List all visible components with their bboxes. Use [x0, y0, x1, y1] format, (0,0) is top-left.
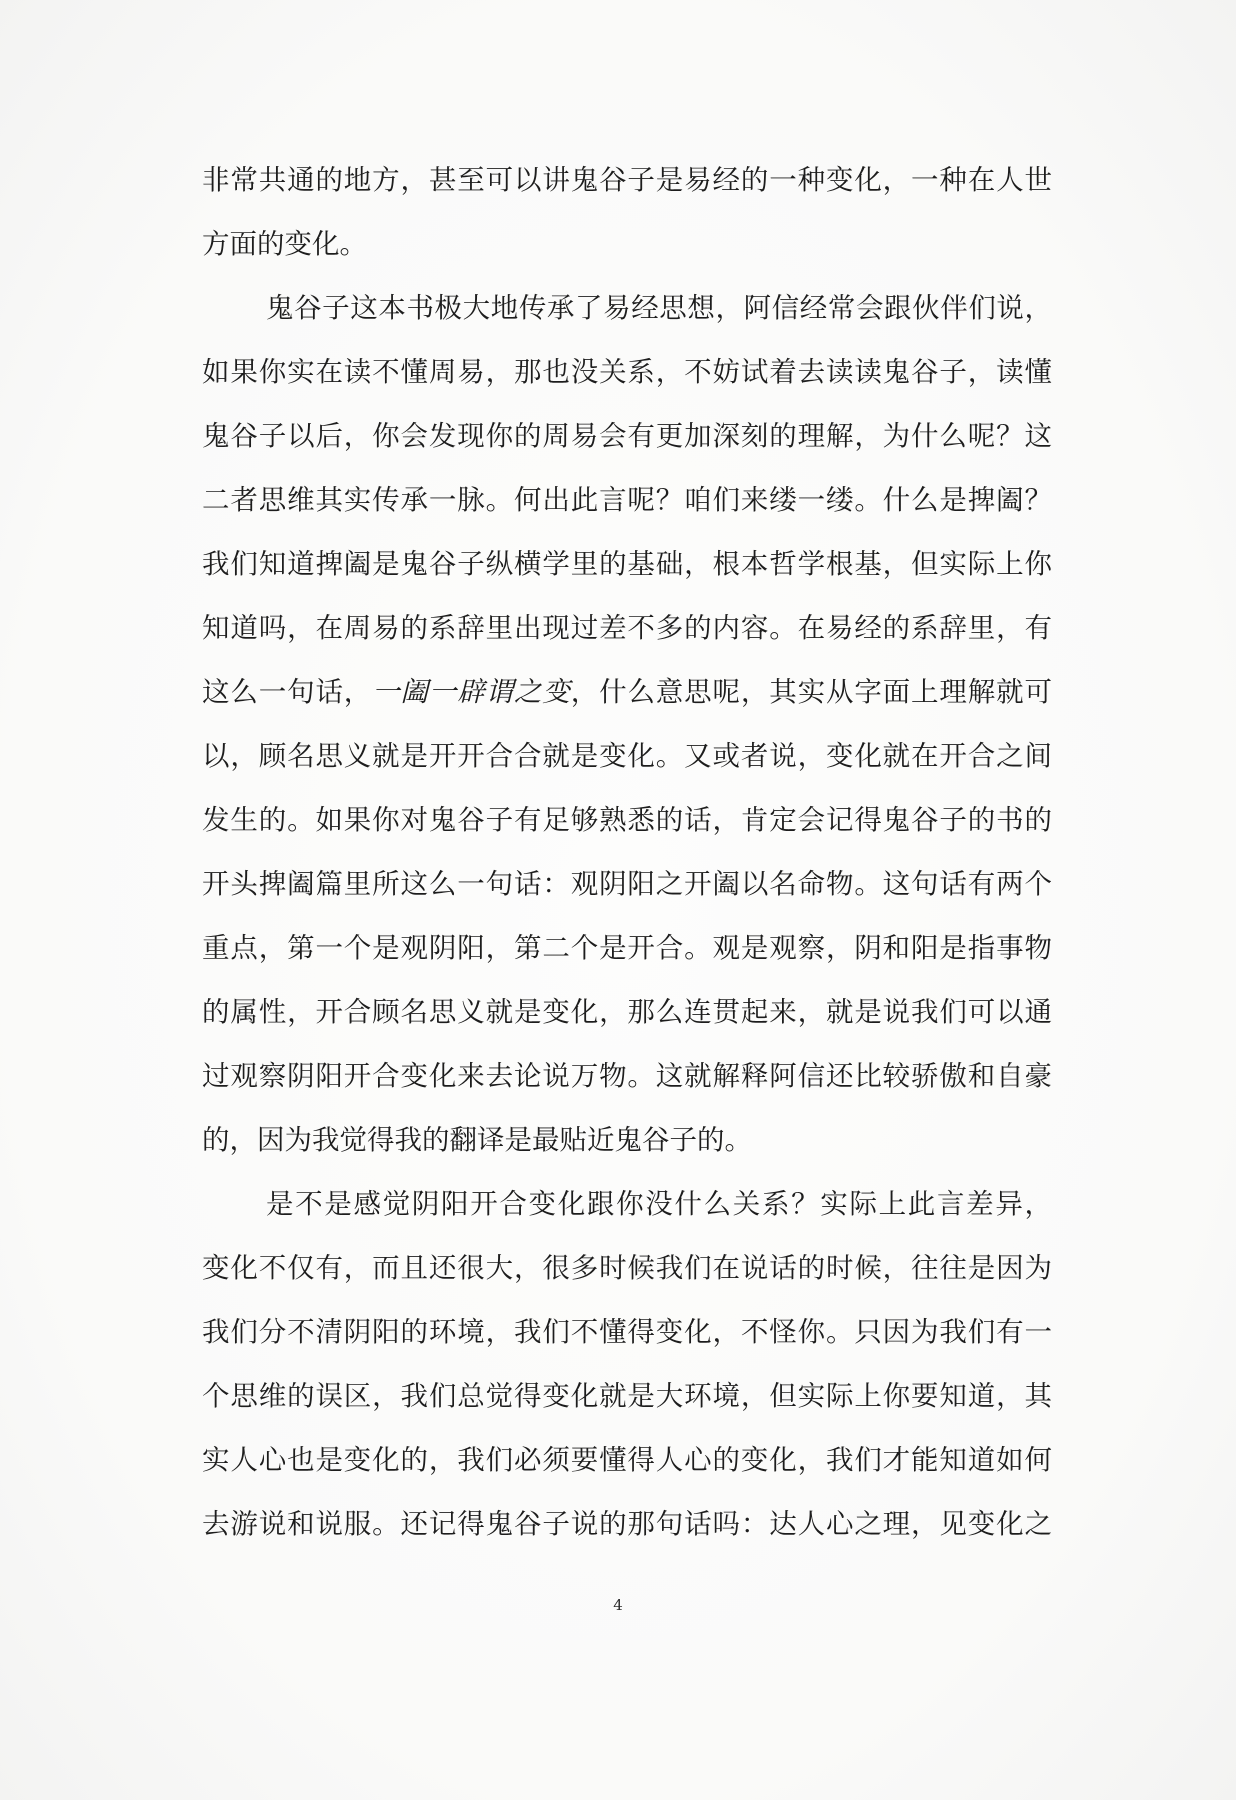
text-line: 开头捭阖篇里所这么一句话：观阴阳之开阖以名命物。这句话有两个 [202, 868, 1052, 900]
text-line: 发生的。如果你对鬼谷子有足够熟悉的话，肯定会记得鬼谷子的书的 [202, 804, 1052, 836]
text-segment: 这么一句话， [202, 676, 373, 708]
text-line: 是不是感觉阴阳开合变化跟你没什么关系？实际上此言差异， [266, 1188, 1052, 1220]
paragraph-1 [202, 148, 1052, 276]
text-line: 去游说和说服。还记得鬼谷子说的那句话吗：达人心之理，见变化之 [202, 1508, 1052, 1540]
text-segment: ，什么意思呢，其实从字面上理解就可 [570, 676, 1052, 708]
paragraph-2 [202, 276, 1052, 1172]
text-line: 的属性，开合顾名思义就是变化，那么连贯起来，就是说我们可以通 [202, 996, 1052, 1028]
text-line: 过观察阴阳开合变化来去论说万物。这就解释阿信还比较骄傲和自豪 [202, 1060, 1052, 1092]
text-line: 如果你实在读不懂周易，那也没关系，不妨试着去读读鬼谷子，读懂 [202, 356, 1052, 388]
quoted-phrase: 一阖一辟谓之变 [372, 676, 571, 708]
page-number: 4 [613, 1596, 623, 1614]
text-line: 的，因为我觉得我的翻译是最贴近鬼谷子的。 [202, 1124, 752, 1156]
text-line: 重点，第一个是观阴阳，第二个是开合。观是观察，阴和阳是指事物 [202, 932, 1052, 964]
text-line: 鬼谷子以后，你会发现你的周易会有更加深刻的理解，为什么呢？这 [202, 420, 1052, 452]
text-line-with-quote [202, 660, 1052, 724]
text-line: 二者思维其实传承一脉。何出此言呢？咱们来缕一缕。什么是捭阖？ [202, 484, 1052, 516]
text-line: 我们知道捭阖是鬼谷子纵横学里的基础，根本哲学根基，但实际上你 [202, 548, 1052, 580]
text-line: 知道吗，在周易的系辞里出现过差不多的内容。在易经的系辞里，有 [202, 612, 1052, 644]
text-line: 方面的变化。 [202, 228, 367, 260]
text-line: 实人心也是变化的，我们必须要懂得人心的变化，我们才能知道如何 [202, 1444, 1052, 1476]
paragraph-3 [202, 1172, 1052, 1556]
text-line: 变化不仅有，而且还很大，很多时候我们在说话的时候，往往是因为 [202, 1252, 1052, 1284]
text-line: 非常共通的地方，甚至可以讲鬼谷子是易经的一种变化，一种在人世 [202, 164, 1052, 196]
text-line: 鬼谷子这本书极大地传承了易经思想，阿信经常会跟伙伴们说， [266, 292, 1052, 324]
text-line: 个思维的误区，我们总觉得变化就是大环境，但实际上你要知道，其 [202, 1380, 1052, 1412]
text-line: 我们分不清阴阳的环境，我们不懂得变化，不怪你。只因为我们有一 [202, 1316, 1052, 1348]
body-text [202, 148, 1052, 1556]
text-line: 以，顾名思义就是开开合合就是变化。又或者说，变化就在开合之间 [202, 740, 1052, 772]
